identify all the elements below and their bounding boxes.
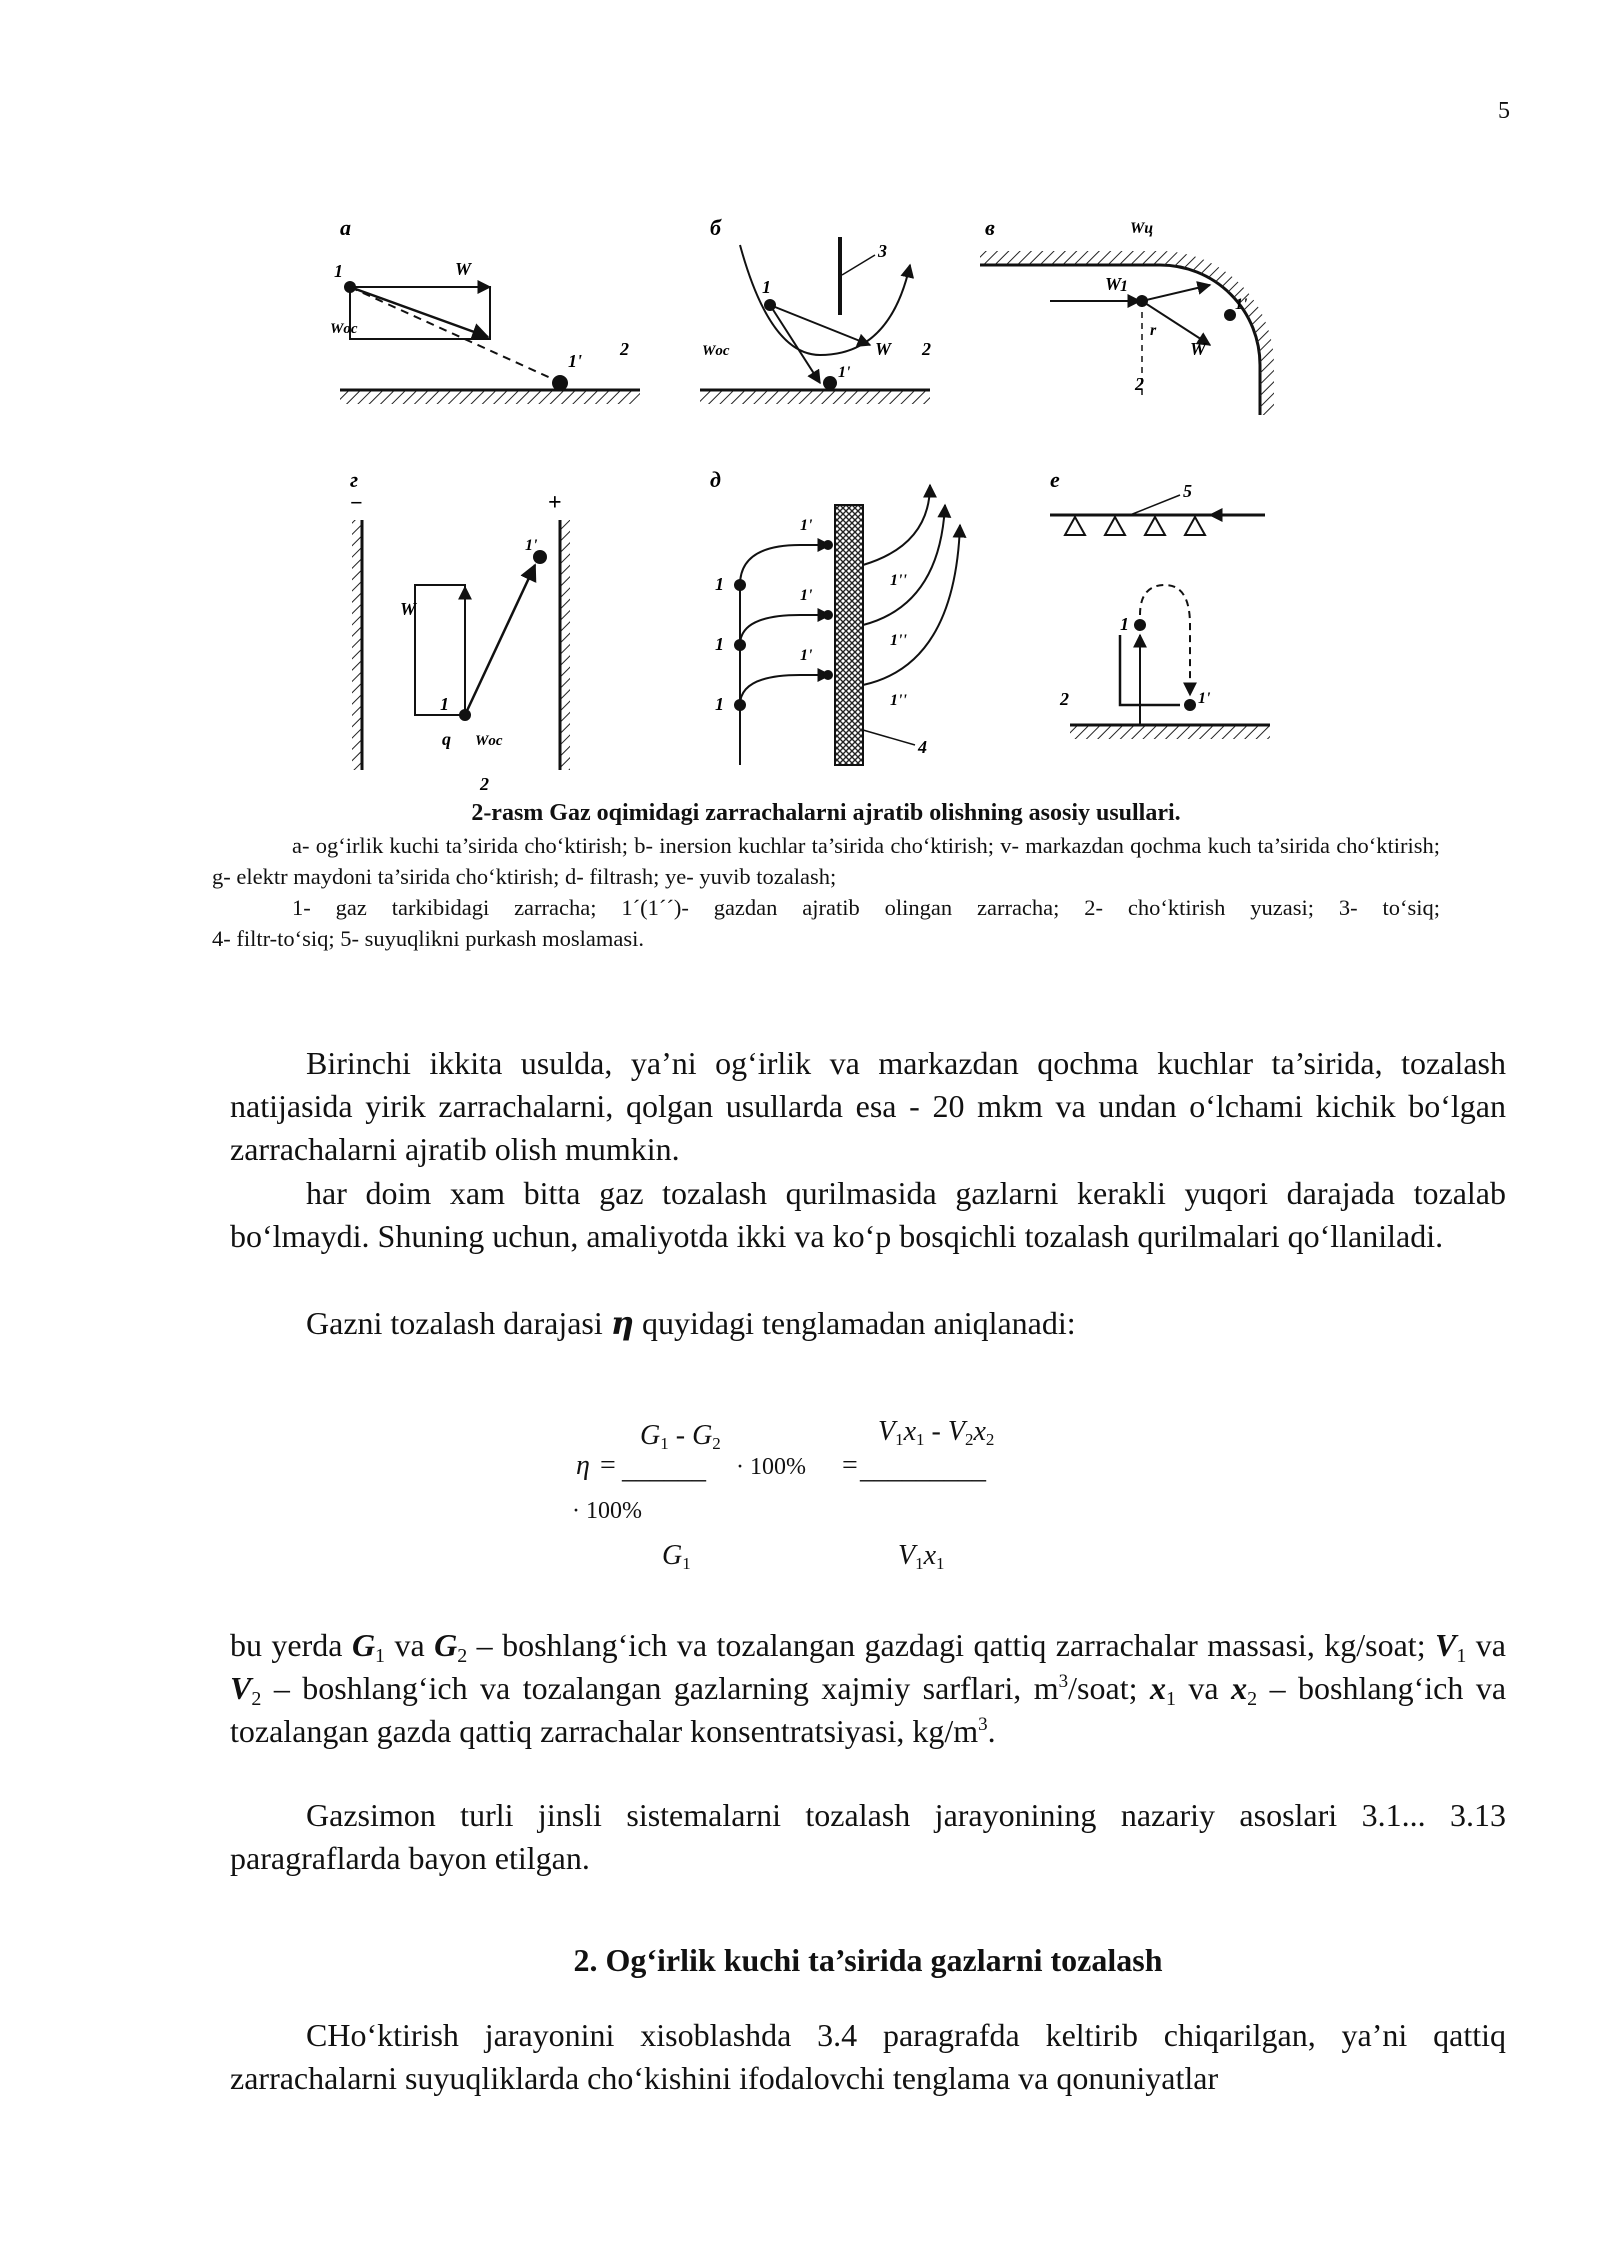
svg-text:1: 1: [762, 277, 771, 297]
svg-text:Wос: Wос: [330, 321, 358, 337]
svg-text:2: 2: [1060, 689, 1069, 709]
svg-text:2: 2: [620, 339, 629, 359]
svg-text:2: 2: [922, 339, 931, 359]
svg-text:r: r: [1150, 322, 1157, 339]
svg-text:1': 1': [800, 647, 813, 664]
svg-text:W: W: [875, 339, 892, 359]
panel-v: [980, 215, 1274, 415]
paragraph-1: Birinchi ikkita usulda, ya’ni og‘irlik va markazdan qochma kuchlar ta’sirida, tozalash natijasida yirik zarrachalarni, qolgan usullarda esa - 20 mkm va undan o‘lchami kichik bo‘lgan zarrachalarni ajratib olish mumkin.: [230, 1045, 1506, 1167]
panel-label-g: г: [350, 467, 359, 492]
svg-text:W: W: [455, 259, 472, 279]
svg-text:Wос: Wос: [475, 733, 503, 749]
panel-g: [350, 467, 570, 794]
svg-text:1': 1': [800, 517, 813, 534]
svg-text:3: 3: [878, 241, 887, 261]
panel-e: [1050, 467, 1270, 739]
svg-text:+: +: [548, 490, 562, 516]
svg-text:W: W: [1190, 339, 1207, 359]
svg-text:1: 1: [715, 574, 724, 594]
svg-text:1': 1': [838, 364, 851, 381]
svg-text:1'': 1'': [890, 692, 907, 709]
svg-text:1': 1': [525, 537, 538, 554]
paragraph-variables: bu yerda $G_1$ va $G_2$ – boshlang‘ich va tozalangan gazdagi qattiq zarrachalar massasi, kg/soat; $V_1$ va $V_2$ – boshlang‘ich va tozalangan gazlarning xajmiy sarflari, $m^3$/soat; $x_1$ va $x_2$ – boshlang‘ich va tozalangan gazda qattiq zarrachalar konsentratsiyasi, $kg/m^3$.: [230, 1627, 1507, 1749]
efficiency-formula: η = $G_1 - G_2$ ______ · 100% = $V_1x_1 - V_2x_2$ _________ · 100% $G_1$ $V_1x_1$: [572, 1416, 995, 1573]
svg-text:1: 1: [715, 694, 724, 714]
svg-text:2: 2: [1135, 374, 1144, 394]
svg-text:1'': 1'': [890, 632, 907, 649]
svg-text:1'': 1'': [890, 572, 907, 589]
svg-text:1: 1: [440, 694, 449, 714]
paragraph-sedimentation: CHo‘ktirish jarayonini xisoblashda 3.4 paragrafda keltirib chiqarilgan, ya’ni qattiq zarrachalarni suyuqliklarda cho‘kishini ifodalovchi tenglama va qonuniyatlar: [230, 2017, 1506, 2096]
panel-label-v: в: [985, 215, 995, 240]
svg-text:4: 4: [918, 737, 927, 757]
panel-d: [710, 467, 960, 765]
svg-text:W: W: [1105, 274, 1122, 294]
panel-label-e: е: [1050, 467, 1060, 492]
paragraph-3: Gazni tozalash darajasi η quyidagi tenglamadan aniqlanadi:: [306, 1304, 1076, 1342]
svg-text:Wц: Wц: [1130, 220, 1154, 237]
separation-methods-figure: [330, 205, 1290, 795]
svg-text:1': 1': [1235, 296, 1248, 313]
panel-b: [700, 215, 931, 404]
panel-a: [330, 215, 640, 404]
svg-text:1': 1': [1198, 690, 1211, 707]
svg-text:1: 1: [334, 261, 343, 281]
svg-text:1: 1: [1120, 278, 1128, 295]
figure-caption-legend-cont: 4- filtr-to‘siq; 5- suyuqlikni purkash moslamasi.: [212, 926, 645, 951]
svg-text:2: 2: [480, 774, 489, 794]
paragraph-theory: Gazsimon turli jinsli sistemalarni tozalash jarayonining nazariy asoslari 3.1... 3.13 paragraflarda bayon etilgan.: [230, 1797, 1506, 1876]
svg-text:1': 1': [800, 587, 813, 604]
svg-text:5: 5: [1183, 481, 1192, 501]
figure-caption-legend: 1- gaz tarkibidagi zarracha; 1´(1´´)- gazdan ajratib olingan zarracha; 2- cho‘ktirish yuzasi; 3- to‘siq;: [292, 895, 1440, 920]
page-number: 5: [1498, 98, 1510, 124]
panel-label-a: а: [340, 215, 351, 240]
svg-text:Wос: Wос: [702, 343, 730, 359]
svg-text:q: q: [442, 729, 451, 749]
svg-text:1': 1': [568, 351, 583, 371]
figure-caption-methods: a- og‘irlik kuchi ta’sirida cho‘ktirish; b- inersion kuchlar ta’sirida cho‘ktirish; v- markazdan qochma kuch ta’sirida cho‘ktirish; g- elektr maydoni ta’sirida cho‘ktirish; d- filtrash; ye- yuvib tozalash;: [212, 833, 1440, 889]
svg-text:W: W: [400, 599, 417, 619]
panel-label-b: б: [710, 215, 721, 240]
svg-text:1: 1: [1120, 614, 1129, 634]
svg-text:−: −: [350, 490, 363, 515]
eta-symbol: η: [610, 1304, 635, 1342]
paragraph-2: har doim xam bitta gaz tozalash qurilmasida gazlarni kerakli yuqori darajada tozalab bo‘lmaydi. Shuning uchun, amaliyotda ikki va ko‘p bosqichli tozalash qurilmalari qo‘llaniladi.: [230, 1175, 1506, 1254]
figure-caption-title: 2-rasm Gaz oqimidagi zarrachalarni ajratib olishning asosiy usullari.: [471, 800, 1181, 826]
svg-text:1: 1: [715, 634, 724, 654]
section-heading: 2. Og‘irlik kuchi ta’sirida gazlarni tozalash: [573, 1942, 1163, 1978]
panel-label-d: д: [710, 467, 721, 492]
